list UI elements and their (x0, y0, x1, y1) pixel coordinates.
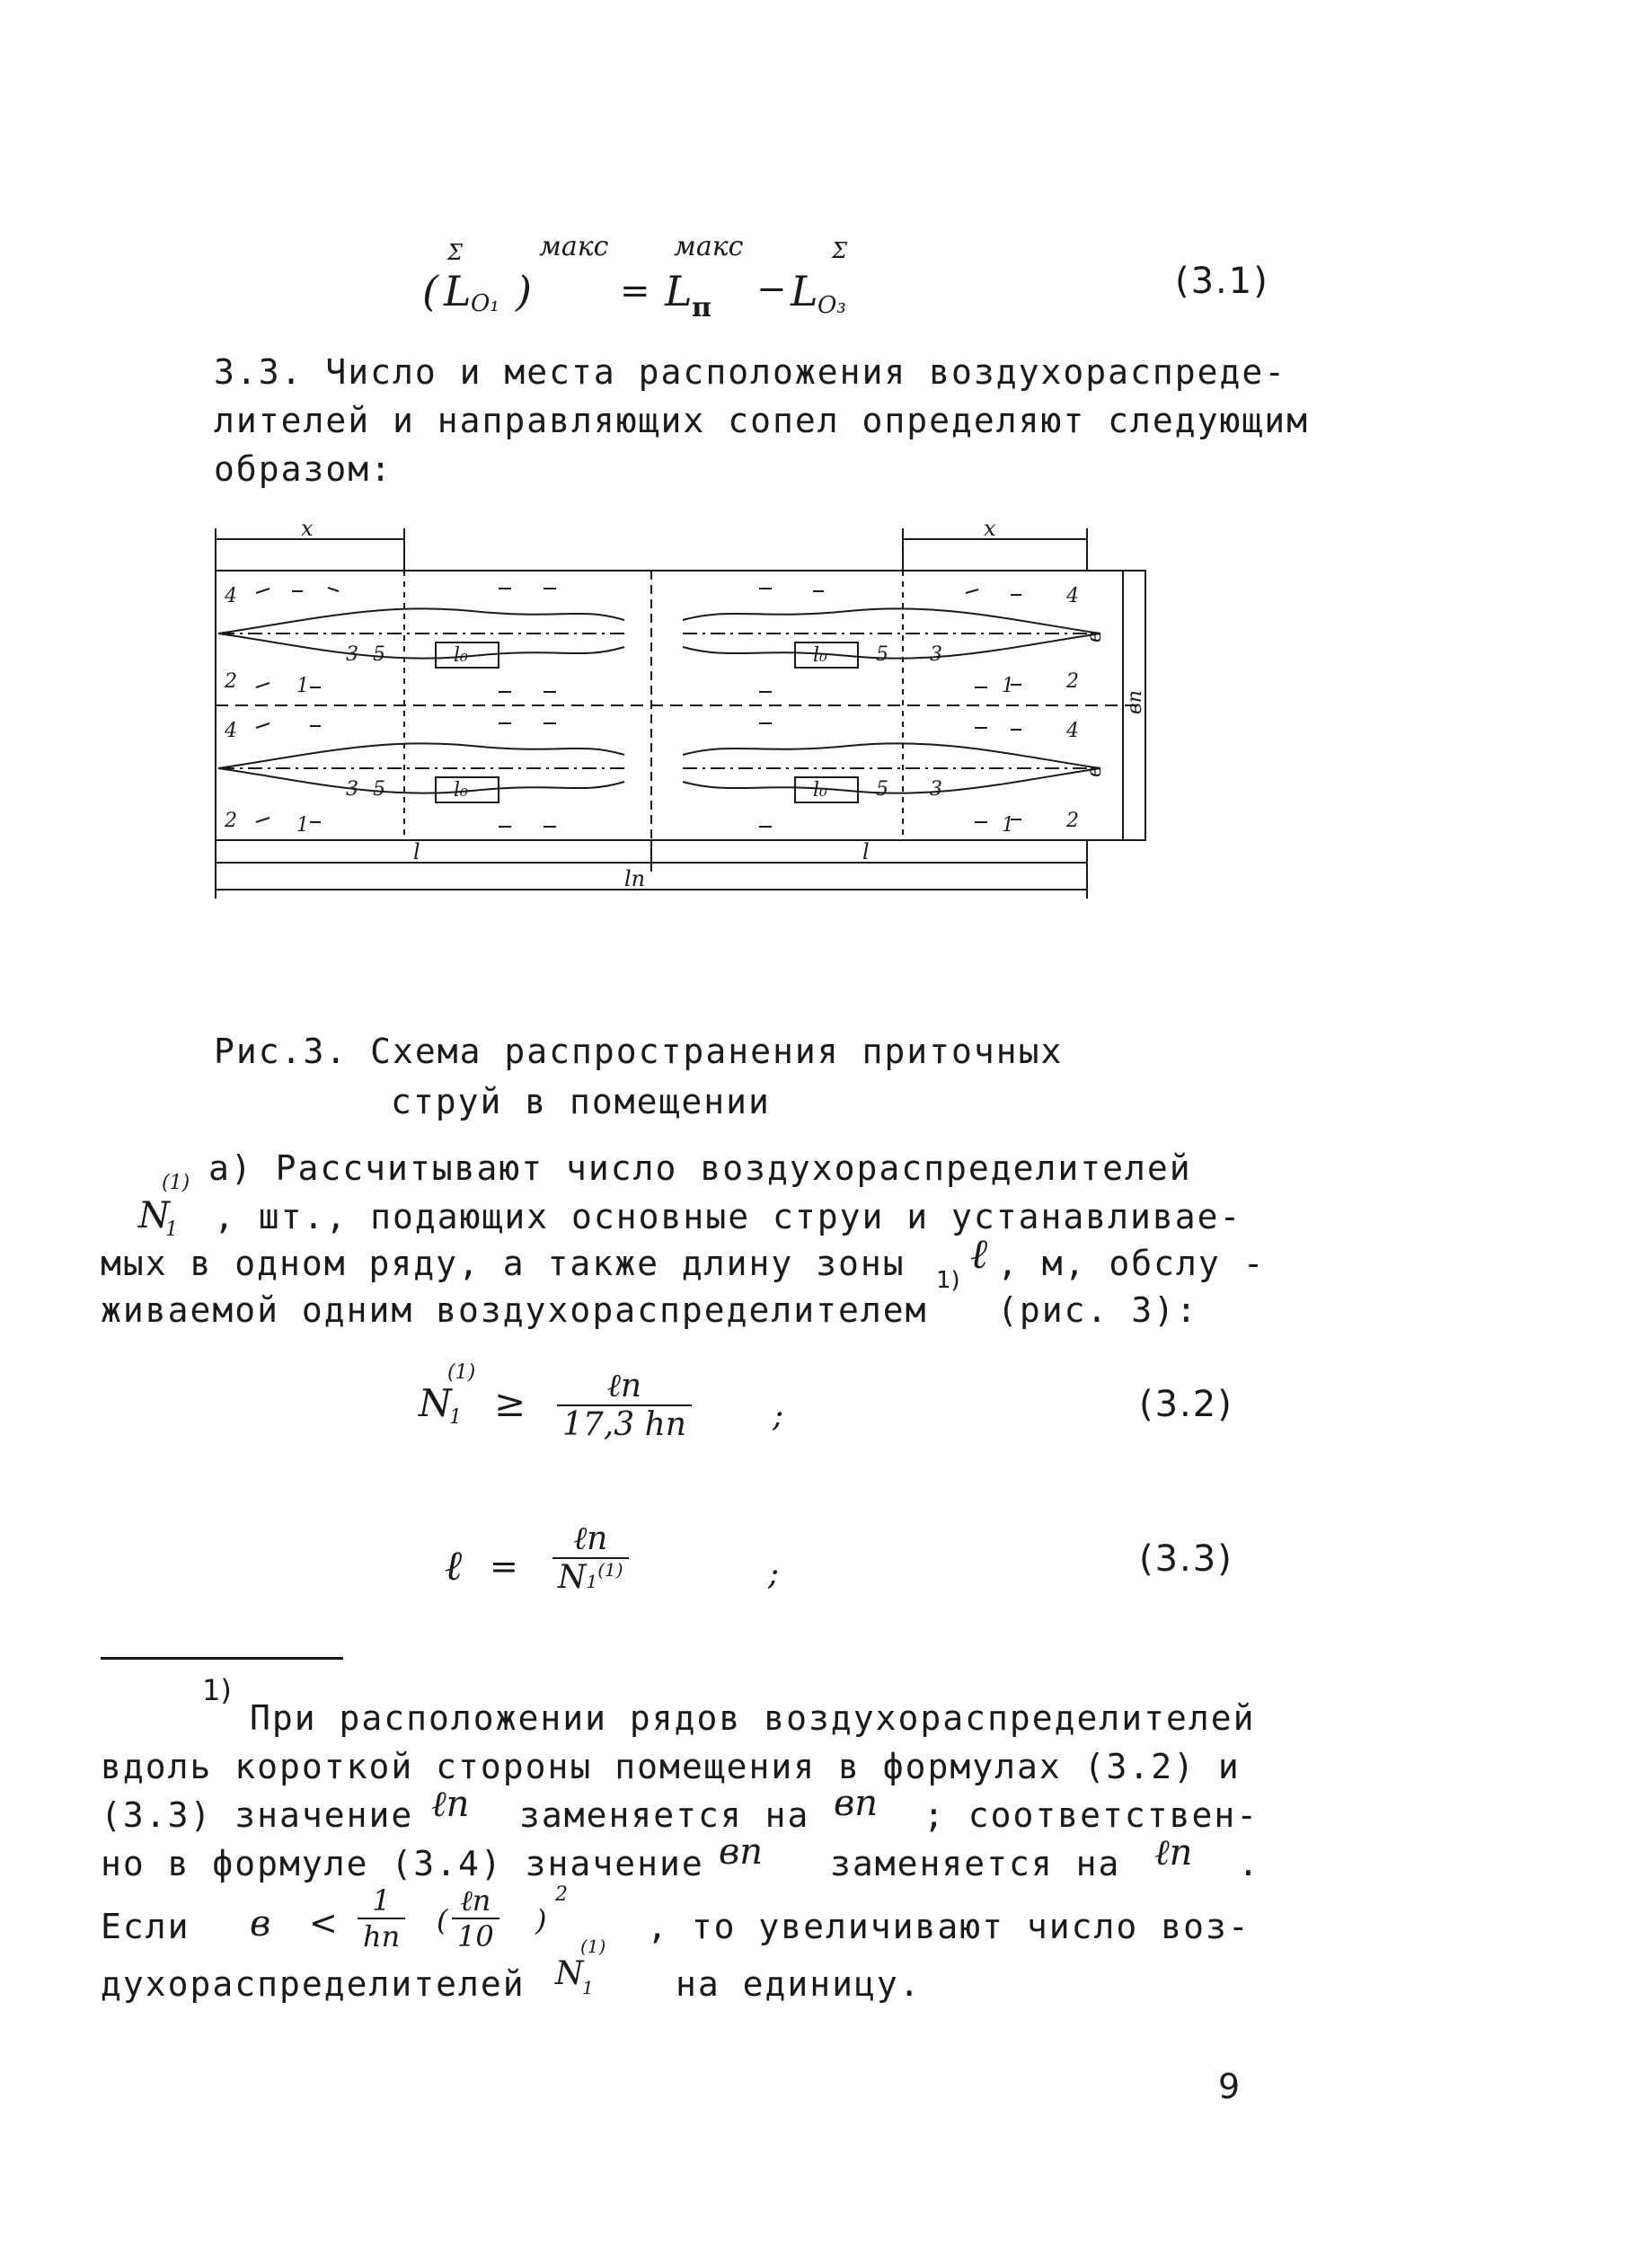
eq31-rhs2-sup: Σ (832, 238, 847, 263)
fig-label-3-lower-left: 3 (346, 778, 358, 801)
fig-label-3-lower-right: 3 (930, 778, 942, 801)
footnote-line3-sym2: вп (834, 1783, 879, 1824)
footnote-line3a: (3.3) значение (101, 1795, 414, 1835)
eq31-lhs-outer-sup: макс (539, 231, 609, 262)
para-a-footnote-mark: 1) (936, 1267, 960, 1294)
footnote-ineq-lt: < (309, 1903, 338, 1943)
footnote-ineq-open: ( (437, 1903, 448, 1937)
para-a-symbol-base: N (138, 1195, 170, 1236)
eq31-rhs1-sub: п (692, 292, 711, 323)
para-a-line3-tail: , м, обслу - (997, 1244, 1266, 1283)
fig-label-2-upper-right: 2 (1066, 670, 1079, 693)
equation-3-2 (413, 1361, 826, 1460)
para-a-line2: , шт., подающих основные струи и устанавливае- (214, 1197, 1242, 1236)
fig-label-x-left: x (301, 521, 314, 541)
footnote-line3c: ; соответствен- (924, 1795, 1259, 1835)
fig-label-b-upper: в (1083, 631, 1106, 642)
eq33-denominator (552, 1557, 629, 1596)
fig-label-x-right: x (984, 521, 996, 541)
eq32-number: (3.2) (1139, 1384, 1233, 1425)
footnote-ineq-den1: hп (358, 1918, 405, 1953)
fig-label-4-upper-right: 4 (1066, 585, 1079, 607)
fig-label-b-lower: в (1083, 766, 1106, 777)
fig-label-l0-lower-right: l₀ (813, 779, 827, 802)
para-a-symbol-sub: 1 (165, 1218, 178, 1241)
para-a-symbol-sup: (1) (162, 1172, 190, 1194)
footnote-line6b: на единицу. (676, 1964, 922, 2004)
footnote-symbol-n1 (555, 1936, 627, 1998)
eq31-lhs-open: ( (422, 267, 438, 315)
eq33-equals: = (490, 1546, 518, 1586)
footnote-ineq-b: в (250, 1903, 271, 1945)
footnote-line3b: заменяется на (519, 1795, 810, 1835)
eq31-number: (3.1) (1175, 261, 1269, 302)
footnote-ineq-num1: 1 (372, 1883, 391, 1918)
eq31-lhs-close: ) (516, 267, 532, 315)
footnote-line4-sym1: вп (719, 1831, 764, 1873)
footnote-ineq-den2: 10 (452, 1918, 499, 1953)
footnote-line4a: но в формуле (3.4) значение (101, 1844, 704, 1883)
footnote-mark: 1) (202, 1673, 232, 1707)
fig-label-1-lower-right: 1 (1002, 814, 1014, 837)
eq31-equals: = (620, 270, 650, 312)
footnote-sym-sub: 1 (582, 1977, 594, 1998)
eq32-relation: ≥ (494, 1381, 526, 1425)
eq31-minus: − (756, 269, 787, 310)
fig-label-4-upper-left: 4 (225, 585, 237, 607)
para-a-line4-tail: (рис. 3): (997, 1290, 1198, 1330)
footnote-ineq-frac1 (358, 1883, 405, 1953)
footnote-line4b: заменяется на (830, 1844, 1121, 1883)
page-number: 9 (1218, 2067, 1241, 2106)
eq33-den-sub: 1 (586, 1571, 598, 1592)
fig-label-2-lower-left: 2 (225, 810, 237, 832)
fig-label-2-upper-left: 2 (225, 670, 237, 693)
eq33-fraction (552, 1519, 629, 1596)
fig-label-bp: вп (1124, 690, 1146, 714)
footnote-rule (101, 1657, 343, 1660)
fig-label-5-lower-left: 5 (373, 778, 385, 801)
eq33-number: (3.3) (1139, 1538, 1233, 1580)
fig-label-l0-upper-right: l₀ (813, 644, 827, 667)
eq31-rhs1-sup: макс (674, 231, 744, 262)
footnote-line5b: , то увеличивают число воз- (647, 1907, 1251, 1946)
fig-label-5-lower-right: 5 (876, 778, 888, 801)
footnote-line6a: духораспределителей (101, 1964, 526, 2004)
section33-line2: лителей и направляющих сопел определяют следующим (214, 401, 1310, 440)
footnote-ineq-num2: ℓп (460, 1883, 491, 1918)
eq31-rhs2-base: L (791, 267, 818, 315)
fig-label-2-lower-right: 2 (1066, 810, 1079, 832)
fig-label-1-upper-left: 1 (296, 675, 309, 697)
fig-label-l0-upper-left: l₀ (454, 644, 468, 667)
fig-label-lp: lп (624, 866, 646, 891)
footnote-ineq-frac2 (452, 1883, 499, 1953)
footnote-line5a: Если (101, 1907, 190, 1946)
eq32-lhs-base: N (419, 1381, 452, 1425)
eq33-numerator: ℓп (573, 1520, 608, 1557)
footnote-line1: При расположении рядов воздухораспределителей (250, 1698, 1256, 1738)
eq33-lhs: ℓ (445, 1541, 463, 1590)
fig-label-1-lower-left: 1 (296, 814, 309, 837)
figure-caption-line1: Рис.3. Схема распространения приточных (214, 1032, 1064, 1071)
figure-3-diagram (202, 521, 1154, 917)
fig-label-4-lower-right: 4 (1066, 720, 1079, 742)
eq33-separator: ; (768, 1555, 780, 1592)
eq31-lhs-base: L (444, 267, 472, 315)
footnote-line3-sym1: ℓп (431, 1784, 470, 1825)
equation-3-3 (445, 1514, 822, 1622)
eq33-den-sup: (1) (597, 1559, 623, 1581)
para-a-symbol (135, 1172, 216, 1241)
footnote-line2: вдоль короткой стороны помещения в формулах (3.2) и (101, 1747, 1241, 1786)
eq32-lhs-sup: (1) (447, 1361, 476, 1384)
fig-label-5-upper-left: 5 (373, 643, 385, 666)
para-a-line1: а) Рассчитывают число воздухораспределителей (208, 1148, 1192, 1188)
footnote-line4-sym2: ℓп (1154, 1832, 1193, 1874)
para-a-symbol-l: ℓ (970, 1229, 988, 1278)
footnote-sym-sup: (1) (580, 1936, 606, 1957)
eq31-rhs2-sub: O₃ (818, 292, 846, 319)
footnote-ineq-close: ) (535, 1903, 547, 1937)
fig-label-3-upper-left: 3 (346, 643, 358, 666)
fig-label-l0-lower-left: l₀ (454, 779, 468, 802)
eq31-lhs-sup: Σ (447, 240, 463, 265)
eq32-fraction (557, 1367, 692, 1443)
equation-3-1 (422, 229, 925, 323)
eq31-lhs-sub: O₁ (471, 290, 499, 317)
para-a-line3: мых в одном ряду, а также длину зоны (101, 1244, 906, 1283)
fig-label-4-lower-left: 4 (225, 720, 237, 742)
fig-label-5-upper-right: 5 (876, 643, 888, 666)
eq33-den-base: N (558, 1559, 587, 1596)
section33-line3: образом: (214, 449, 393, 489)
footnote-line4c: . (1238, 1844, 1260, 1883)
eq31-rhs1-base: L (665, 267, 693, 315)
fig-label-l-left: l (413, 839, 420, 864)
fig-label-3-upper-right: 3 (930, 643, 942, 666)
footnote-ineq-exp: 2 (555, 1883, 568, 1906)
eq32-separator: ; (773, 1397, 784, 1434)
fig-label-1-upper-right: 1 (1002, 675, 1014, 697)
section33-line1: 3.3. Число и места расположения воздухораспреде- (214, 352, 1287, 392)
eq32-denominator: 17,3 hп (557, 1404, 692, 1443)
eq32-lhs-sub: 1 (449, 1406, 462, 1429)
figure-caption-line2: струй в помещении (391, 1082, 771, 1121)
footnote-sym-base: N (555, 1955, 584, 1992)
fig-label-l-right: l (862, 839, 870, 864)
para-a-line4: живаемой одним воздухораспределителем (101, 1290, 928, 1330)
eq32-numerator: ℓп (606, 1368, 642, 1404)
